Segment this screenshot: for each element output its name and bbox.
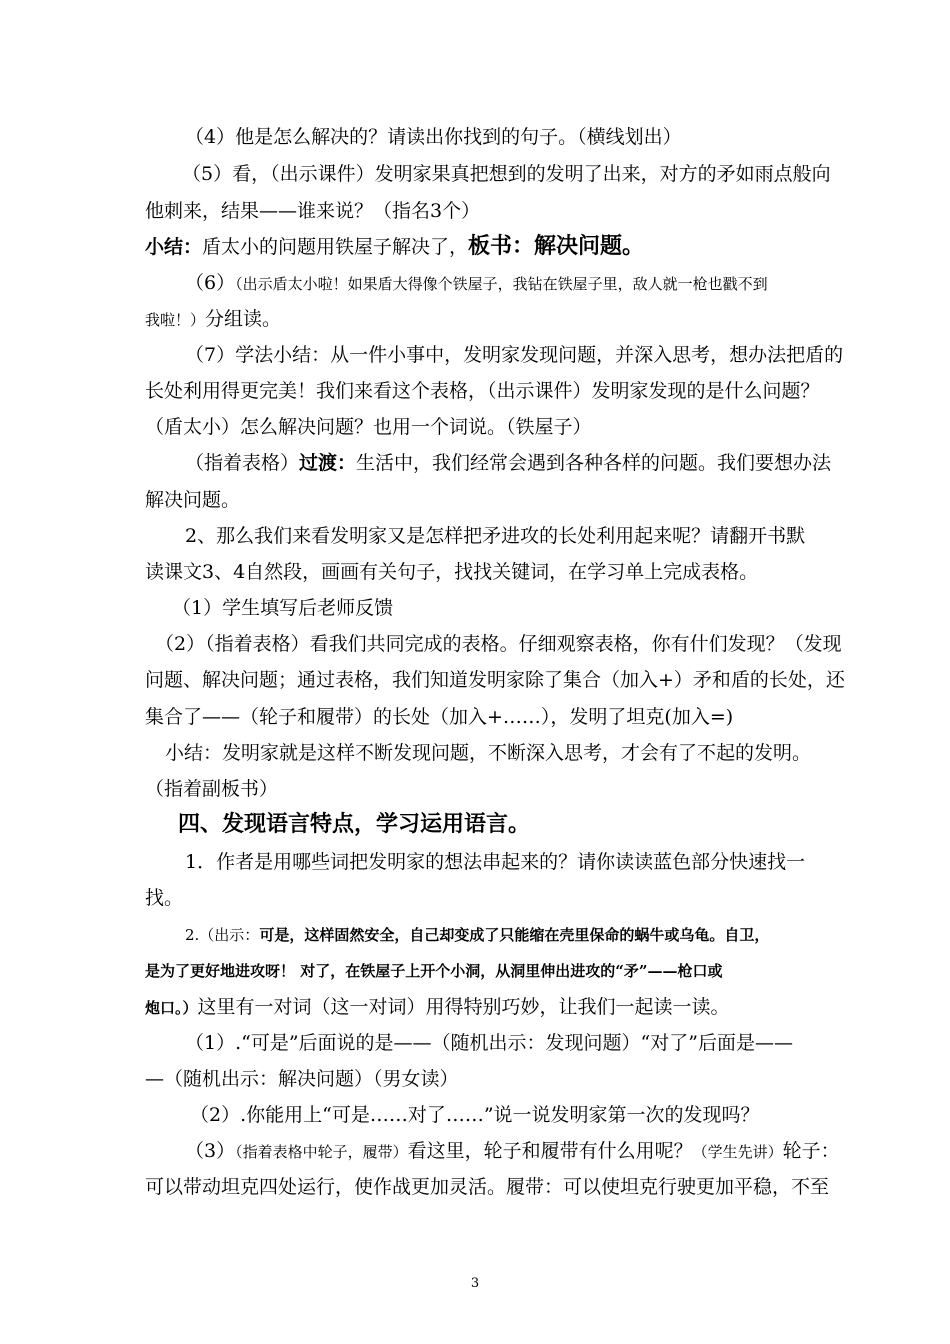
text-line: 2、那么我们来看发明家又是怎样把矛进攻的长处利用起来呢？请翻开书默 xyxy=(185,525,806,547)
courseware-quote: 可是，这样固然安全，自己却变成了只能缩在壳里保命的蜗牛或乌龟。自卫， xyxy=(259,926,770,944)
text-line xyxy=(185,271,768,296)
text-fragment: 这里有一对词（这一对词）用得特别巧妙，让我们一起读一读。 xyxy=(197,996,730,1018)
text-line xyxy=(185,922,769,947)
text-line: （1）.“可是”后面说的是——（随机出示：发现问题）“对了”后面是—— xyxy=(185,1032,793,1054)
text-line: （2）.你能用上“可是……对了……”说一说发明家第一次的发现吗？ xyxy=(190,1104,760,1126)
text-line: 他刺来，结果——谁来说？（指名3个） xyxy=(145,200,481,222)
text-line: 问题、解决问题；通过表格，我们知道发明家除了集合（加入+）矛和盾的长处，还 xyxy=(145,669,845,691)
aside-note: （学生先讲） xyxy=(692,1143,783,1161)
text-line: 找。 xyxy=(145,887,184,909)
text-line: （2）（指着表格）看我们共同完成的表格。仔细观察表格，你有什们发现？（发现 xyxy=(155,633,842,655)
text-fragment: 看这里，轮子和履带有什么用呢？ xyxy=(407,1140,693,1162)
text-line: （盾太小）怎么解决问题？也用一个词说。（铁屋子） xyxy=(145,416,592,438)
text-line: 长处利用得更完美！我们来看这个表格，（出示课件）发明家发现的是什么问题？ xyxy=(145,380,820,402)
courseware-quote: 是为了更好地进攻呀！ 对了，在铁屋子上开个小洞，从洞里伸出进攻的“矛”——枪口或 xyxy=(145,962,723,980)
courseware-quote: 炮口。） xyxy=(145,999,198,1017)
text-line xyxy=(145,307,281,332)
text-line: （4）他是怎么解决的？请读出你找到的句子。（横线划出） xyxy=(185,126,682,148)
text-line: 读课文3、4自然段，画画有关句子，找找关键词，在学习单上完成表格。 xyxy=(145,561,759,583)
text-line: —（随机出示：解决问题）（男女读） xyxy=(145,1068,459,1090)
courseware-label: 2.（出示： xyxy=(185,926,260,944)
transition-line xyxy=(185,451,831,475)
courseware-quote: （出示盾太小啦！如果盾大得像个铁屋子，我钻在铁屋子里，敌人就一枪也戳不到 xyxy=(235,275,768,293)
board-note: 板书：解决问题。 xyxy=(468,233,645,259)
text-fragment: （指着表格） xyxy=(185,452,300,474)
text-line: 集合了——（轮子和履带）的长处（加入+……），发明了坦克(加入=) xyxy=(145,706,734,728)
text-line: （5）看，（出示课件）发明家果真把想到的发明了出来，对方的矛如雨点般向 xyxy=(182,163,831,185)
page-number: 3 xyxy=(470,1276,480,1291)
text-line: 1．作者是用哪些词把发明家的想法串起来的？请你读读蓝色部分快速找一 xyxy=(185,851,806,873)
text-line: 小结：发明家就是这样不断发现问题，不断深入思考，才会有了不起的发明。 xyxy=(165,742,812,764)
item-number: （3） xyxy=(185,1140,236,1162)
text-fragment: 生活中，我们经常会遇到各种各样的问题。我们要想办法 xyxy=(356,452,832,474)
text-line: （1）学生填写后老师反馈 xyxy=(172,597,394,619)
item-number: （6） xyxy=(185,272,236,294)
text-line: （指着副板书） xyxy=(145,778,279,800)
text-line: 可以带动坦克四处运行，使作战更加灵活。履带：可以使坦克行驶更加平稳，不至 xyxy=(145,1176,830,1198)
summary-text: 盾太小的问题用铁屋子解决了， xyxy=(202,236,469,258)
section-heading: 四、发现语言特点，学习运用语言。 xyxy=(178,811,531,837)
summary-line xyxy=(145,234,644,259)
aside-note: （指着表格中轮子，履带） xyxy=(235,1143,408,1161)
text-line: 解决问题。 xyxy=(145,489,241,511)
text-line xyxy=(145,995,730,1020)
text-fragment: 轮子： xyxy=(782,1140,840,1162)
courseware-quote: 我啦！） xyxy=(145,311,206,329)
summary-label: 小结： xyxy=(145,236,203,258)
text-fragment: 分组读。 xyxy=(205,308,282,330)
text-line: （7）学法小结：从一件小事中，发明家发现问题，并深入思考，想办法把盾的 xyxy=(185,344,844,366)
text-line xyxy=(185,1139,840,1164)
transition-label: 过渡： xyxy=(299,452,357,474)
